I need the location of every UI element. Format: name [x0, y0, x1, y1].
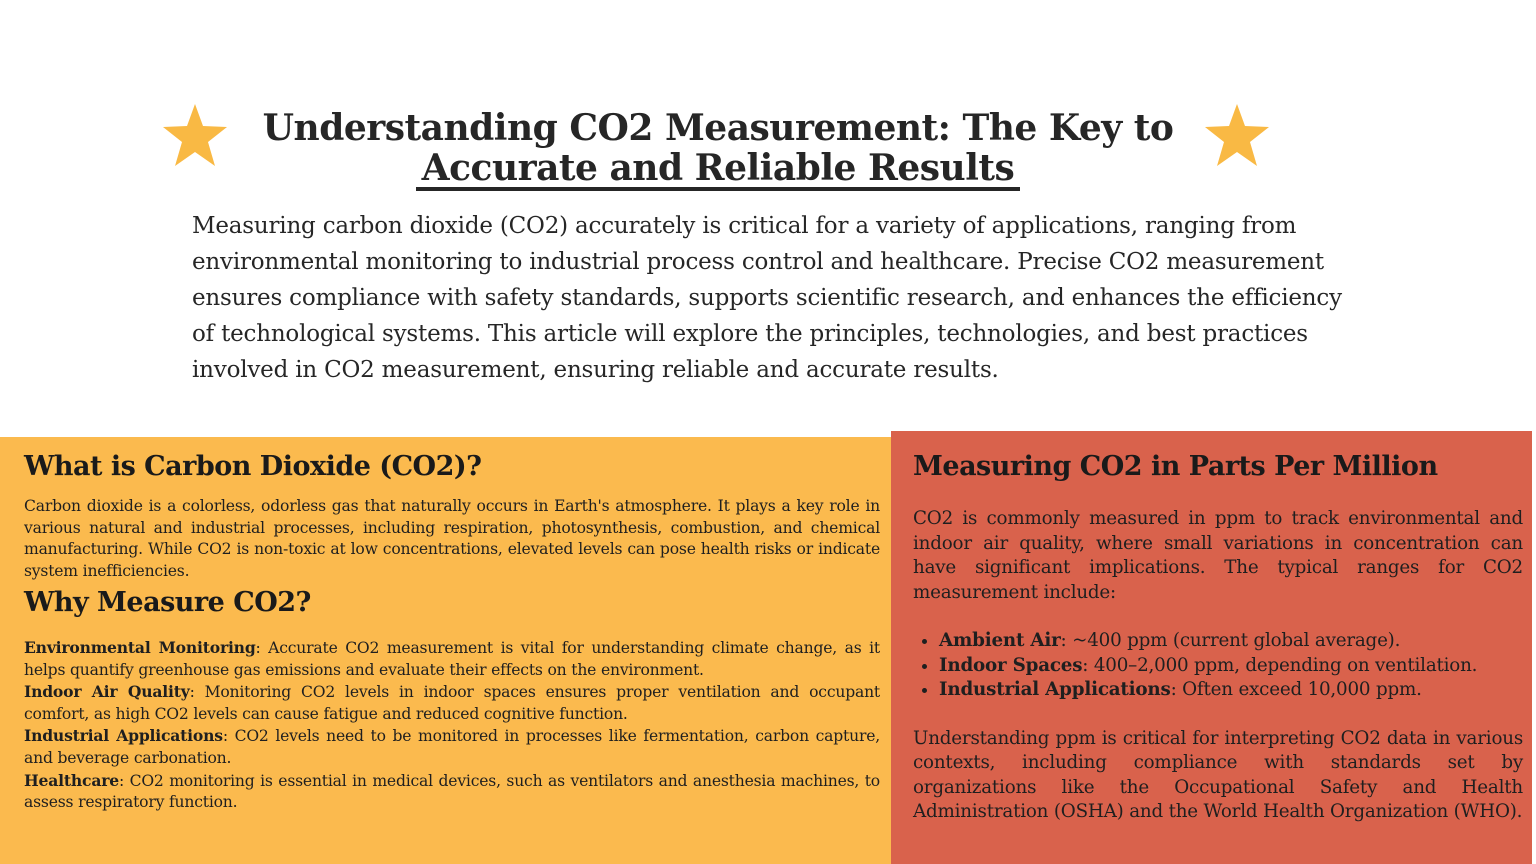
ppm-panel — [891, 431, 1532, 864]
list-item: Environmental Monitoring: Accurate CO2 measurement is vital for understanding climate change, as it helps quantify greenhouse gas emissions and evaluate their effects on the environment. — [24, 638, 880, 679]
list-item: Healthcare: CO2 monitoring is essential in medical devices, such as ventilators and anesthesia machines, to assess respiratory function. — [24, 770, 880, 812]
title-line-1: Understanding CO2 Measurement: The Key to — [262, 107, 1174, 149]
why-measure-heading: Why Measure CO2? — [24, 587, 311, 618]
why-measure-list — [24, 637, 880, 814]
ppm-ranges-list — [913, 629, 1523, 703]
ppm-heading: Measuring CO2 in Parts Per Million — [913, 451, 1438, 482]
page-title — [200, 108, 1236, 191]
list-item: Industrial Applications: CO2 levels need to be monitored in processes like fermentation, carbon capture, and beverage carbonation. — [24, 726, 880, 767]
list-item: • Indoor Spaces: 400–2,000 ppm, depending on ventilation. — [939, 654, 1523, 679]
what-is-co2-heading: What is Carbon Dioxide (CO2)? — [24, 451, 482, 482]
title-line-2: Accurate and Reliable Results — [416, 149, 1021, 191]
what-is-co2-text: Carbon dioxide is a colorless, odorless gas that naturally occurs in Earth's atmosphere. It plays a key role in various natural and industrial processes, including respiration, photosynthesis, combustion, and chemical manufacturing. While CO2 is non-toxic at low concentrations, elevated levels can pose health risks or indicate system inefficiencies. — [24, 497, 880, 580]
what-is-co2-panel — [0, 437, 891, 864]
ppm-conclusion-text: Understanding ppm is critical for interpreting CO2 data in various contexts, including compliance with standards set by organizations like the Occupational Safety and Health Administration (OSHA) and the World Health Organization (WHO). — [913, 727, 1523, 822]
list-item: • Ambient Air: ~400 ppm (current global average). — [939, 629, 1523, 654]
list-item: Indoor Air Quality: Monitoring CO2 levels in indoor spaces ensures proper ventilation and occupant comfort, as high CO2 levels can cause fatigue and reduced cognitive function. — [24, 682, 880, 723]
intro-paragraph: Measuring carbon dioxide (CO2) accurately is critical for a variety of applications, ranging from environmental monitoring to industrial process control and healthcare. Precise CO2 measurement ensures compliance with safety standards, supports scientific research, and enhances the efficiency of technological systems. This article will explore the principles, technologies, and best practices involved in CO2 measurement, ensuring reliable and accurate results. — [192, 213, 1342, 383]
ppm-intro-text: CO2 is commonly measured in ppm to track environmental and indoor air quality, where small variations in concentration can have significant implications. The typical ranges for CO2 measurement include: — [913, 508, 1523, 603]
list-item: • Industrial Applications: Often exceed 10,000 ppm. — [939, 678, 1523, 703]
